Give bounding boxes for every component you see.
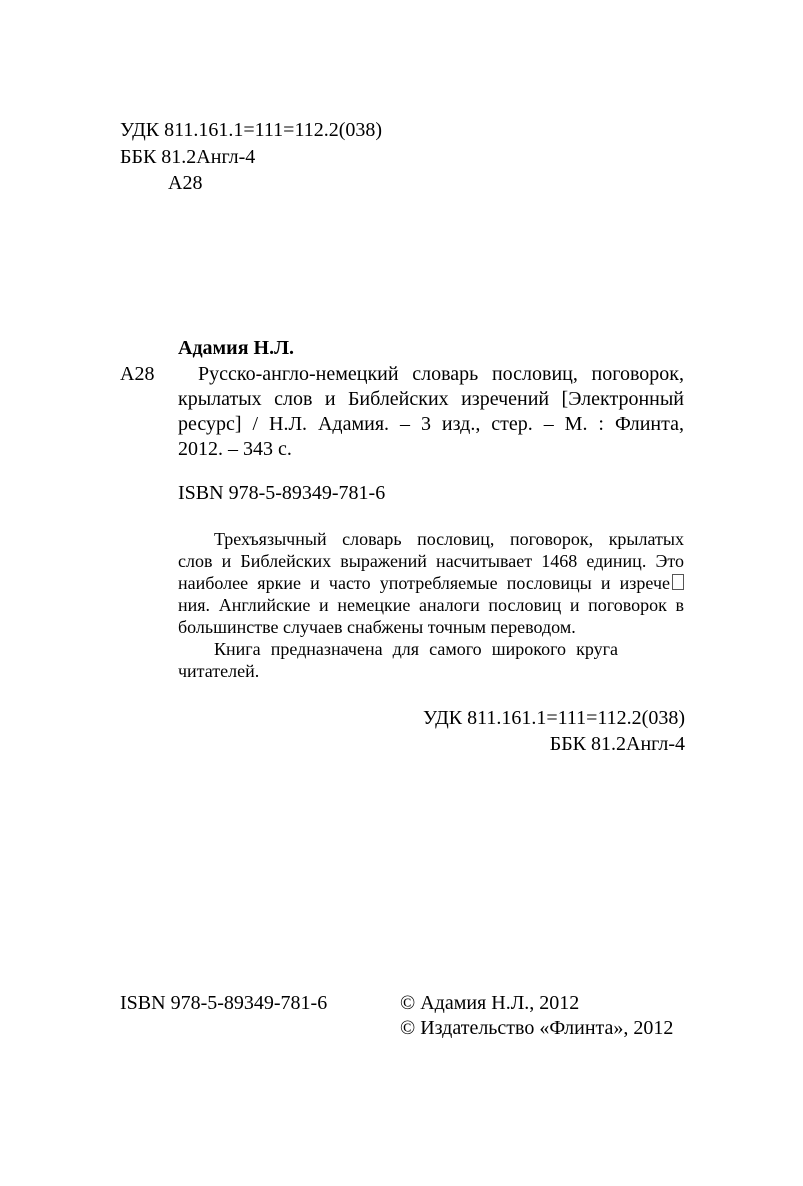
entry-isbn: ISBN 978-5-89349-781-6 <box>178 482 386 504</box>
abstract-line-4: ния. Английские и немецкие аналоги пословиц и поговорок в <box>178 595 684 615</box>
footer-copyright-author: © Адамия Н.Л., 2012 <box>400 992 580 1014</box>
footer-isbn: ISBN 978-5-89349-781-6 <box>120 992 328 1014</box>
header-udk: УДК 811.161.1=111=112.2(038) <box>120 119 383 141</box>
abstract-line-3 <box>178 572 684 594</box>
entry-title-line-1: Русско-англо-немецкий словарь пословиц, поговорок, <box>198 363 684 385</box>
abstract-line-1: Трехъязычный словарь пословиц, поговорок, крылатых <box>214 529 684 549</box>
entry-code: А28 <box>120 363 155 385</box>
entry-title-line-2: крылатых слов и Библейских изречений [Электронный <box>178 388 684 410</box>
classification-udk: УДК 811.161.1=111=112.2(038) <box>422 707 685 729</box>
header-author-code: А28 <box>168 172 203 194</box>
classification-bbk: ББК 81.2Англ-4 <box>549 733 685 755</box>
header-bbk: ББК 81.2Англ-4 <box>120 146 256 168</box>
abstract-para2-line-2: читателей. <box>178 661 260 681</box>
abstract-line-3-text: наиболее яркие и часто употребляемые пословицы и изрече <box>178 573 670 593</box>
entry-title-line-3: ресурс] / Н.Л. Адамия. – 3 изд., стер. – М. : Флинта, <box>178 413 684 435</box>
abstract-line-2: слов и Библейских выражений насчитывает 1468 единиц. Это <box>178 551 684 571</box>
abstract-line-5: большинстве случаев снабжены точным переводом. <box>178 617 576 637</box>
abstract-para2-line-1: Книга предназначена для самого широкого круга <box>214 639 618 659</box>
entry-title-line-4: 2012. – 343 с. <box>178 438 292 460</box>
entry-author: Адамия Н.Л. <box>178 337 294 359</box>
footer-copyright-publisher: © Издательство «Флинта», 2012 <box>400 1017 674 1039</box>
missing-glyph-box <box>672 574 684 590</box>
